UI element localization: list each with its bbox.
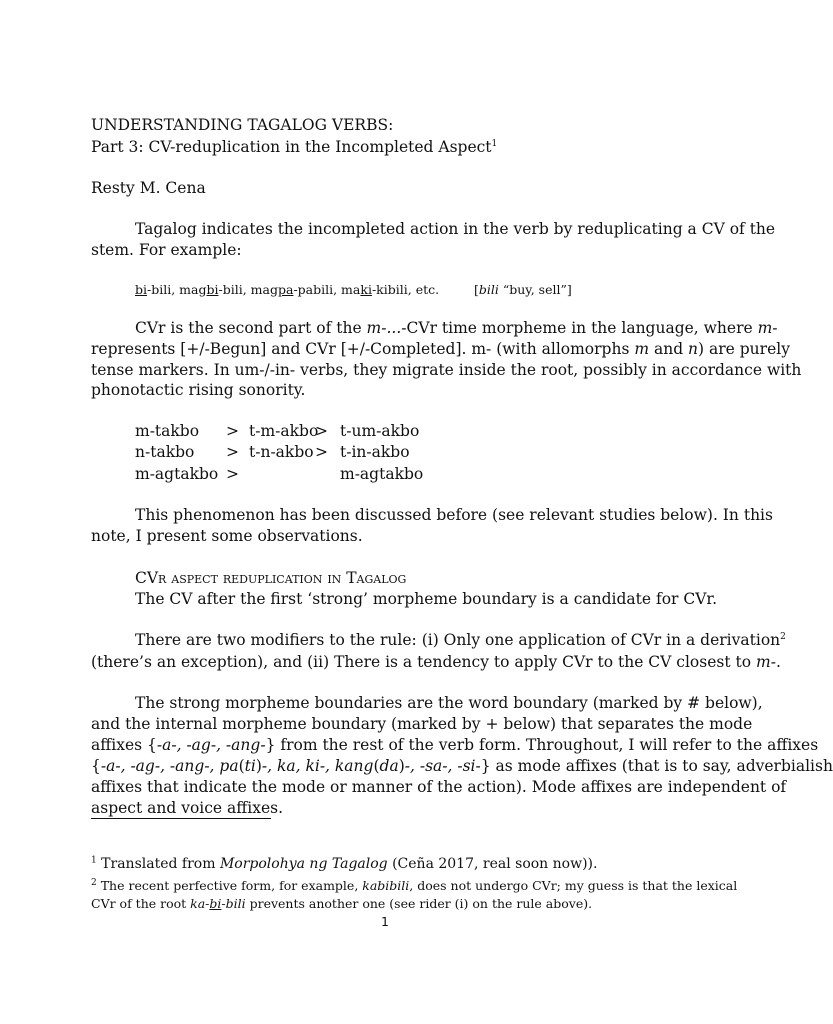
derivation-result: t-um-akbo <box>340 422 420 440</box>
derivation-step: t-n-akbo <box>249 443 314 461</box>
italic-text: m-...- <box>366 319 407 337</box>
italic-text: -bili <box>221 896 246 911</box>
footnote-mark: 2 <box>91 877 97 888</box>
italic-text: da <box>379 757 399 775</box>
italic-text: n <box>688 340 699 358</box>
reduplicant: pa <box>277 282 294 297</box>
derivation-arrow: > <box>226 443 239 461</box>
para2-line-1 <box>135 318 778 338</box>
footnote-2-line-1 <box>91 876 737 896</box>
footnote-ref-1: 1 <box>491 138 498 149</box>
example-text: -pabili, ma <box>293 282 361 297</box>
text: and <box>649 340 689 358</box>
example-gloss <box>474 280 572 300</box>
italic-text: m- <box>757 319 778 337</box>
derivation-step: t-m-akbo <box>249 422 319 440</box>
para5-line-2: and the internal morpheme boundary (marked by + below) that separates the mode <box>91 715 753 733</box>
example-text: -bili, mag <box>218 282 278 297</box>
derivation-arrow: > <box>226 422 239 440</box>
text: ( <box>373 757 380 775</box>
title-line-1: UNDERSTANDING TAGALOG VERBS: <box>91 116 394 134</box>
para5-line-5: affixes that indicate the mode or manner of the action). Mode affixes are independent of <box>91 778 787 796</box>
text: (there’s an exception), and (ii) There is a tendency to apply CVr to the CV closest to <box>91 653 756 671</box>
example-text: -bili, mag <box>147 282 207 297</box>
para1-line-2: stem. For example: <box>91 241 242 259</box>
text: CVr is the second part of the <box>135 319 367 337</box>
para3-line-1: This phenomenon has been discussed before (see relevant studies below). In this <box>135 506 773 524</box>
text: , does not undergo CVr; my guess is that the lexical <box>409 878 738 893</box>
footnote-mark: 1 <box>91 855 97 866</box>
derivation-base: m-agtakbo <box>135 465 219 483</box>
derivation-arrow: > <box>315 443 328 461</box>
text: represents [+/-Begun] and CVr [+/-Completed]. m- (with allomorphs <box>91 340 635 358</box>
author: Resty M. Cena <box>91 179 206 197</box>
text: ) are purely <box>698 340 790 358</box>
gloss-bracket: [ <box>474 282 479 297</box>
section-heading: CVr aspect reduplication in Tagalog <box>135 569 407 587</box>
text: The recent perfective form, for example, <box>96 878 363 893</box>
gloss-word: bili <box>478 282 499 297</box>
italic-text: -, ka, ki-, kang <box>261 757 374 775</box>
section-line-1: The CV after the first ‘strong’ morpheme boundary is a candidate for CVr. <box>135 590 718 608</box>
text: Translated from <box>96 856 220 872</box>
italic-text: -a-, -ag-, -ang-, pa <box>100 757 239 775</box>
footnote-1 <box>91 854 597 874</box>
derivation-result: m-agtakbo <box>340 465 424 483</box>
para2-line-3: tense markers. In um-/-in- verbs, they migrate inside the root, possibly in accordance with <box>91 361 802 379</box>
para1-line-1: Tagalog indicates the incompleted action in the verb by reduplicating a CV of the <box>135 220 776 238</box>
italic-text: ka- <box>190 896 210 911</box>
para4-line-1 <box>135 630 786 650</box>
footnote-divider <box>91 818 271 819</box>
text: CVr of the root <box>91 896 191 911</box>
example-text: -kibili, etc. <box>371 282 440 297</box>
derivation-result: t-in-akbo <box>340 443 410 461</box>
italic-text: Morpolohya ng Tagalog <box>219 856 388 872</box>
text: There are two modifiers to the rule: (i) Only one application of CVr in a derivation <box>135 631 781 649</box>
text: } as mode affixes (that is to say, adverbialish <box>480 757 833 775</box>
para2-line-2 <box>91 339 790 359</box>
para5-line-6: aspect and voice affixes. <box>91 799 284 817</box>
italic-text: m <box>634 340 650 358</box>
text: . <box>775 653 781 671</box>
example-forms <box>135 280 439 300</box>
text: (Ceña 2017, real soon now)). <box>387 856 598 872</box>
title-line-2 <box>91 137 497 157</box>
reduplicant: bi <box>135 282 147 297</box>
italic-text: -, -sa-, -si- <box>404 757 481 775</box>
para5-line-3 <box>91 735 818 755</box>
derivation-base: n-takbo <box>135 443 195 461</box>
para4-line-2 <box>91 652 781 672</box>
italic-text: m- <box>756 653 776 671</box>
page-number: 1 <box>381 914 389 929</box>
footnote-2-line-2 <box>91 894 592 914</box>
para5-line-1: The strong morpheme boundaries are the word boundary (marked by # below), <box>135 694 763 712</box>
derivation-arrow: > <box>315 422 328 440</box>
title-text: Part 3: CV-reduplication in the Incompleted Aspect <box>91 138 492 156</box>
text: prevents another one (see rider (i) on the rule above). <box>245 896 593 911</box>
text: ) <box>398 757 405 775</box>
italic-text: kabibili <box>362 878 410 893</box>
text: } from the rest of the verb form. Throughout, I will refer to the affixes <box>265 736 819 754</box>
text: ) <box>255 757 262 775</box>
text: ( <box>238 757 245 775</box>
derivation-base: m-takbo <box>135 422 200 440</box>
derivation-arrow: > <box>226 465 239 483</box>
reduplicant: bi <box>206 282 219 297</box>
text: CVr time morpheme in the language, where <box>406 319 758 337</box>
para5-line-4 <box>91 756 833 776</box>
footnote-ref-2: 2 <box>780 631 786 642</box>
text: affixes { <box>91 736 157 754</box>
para3-line-2: note, I present some observations. <box>91 527 363 545</box>
italic-text: ti <box>244 757 256 775</box>
reduplicant: ki <box>360 282 372 297</box>
gloss-text: “buy, sell”] <box>498 282 572 297</box>
italic-text: -a-, -ag-, -ang- <box>156 736 266 754</box>
para2-line-4: phonotactic rising sonority. <box>91 381 306 399</box>
reduplicant: bi <box>209 896 222 911</box>
text: { <box>91 757 101 775</box>
